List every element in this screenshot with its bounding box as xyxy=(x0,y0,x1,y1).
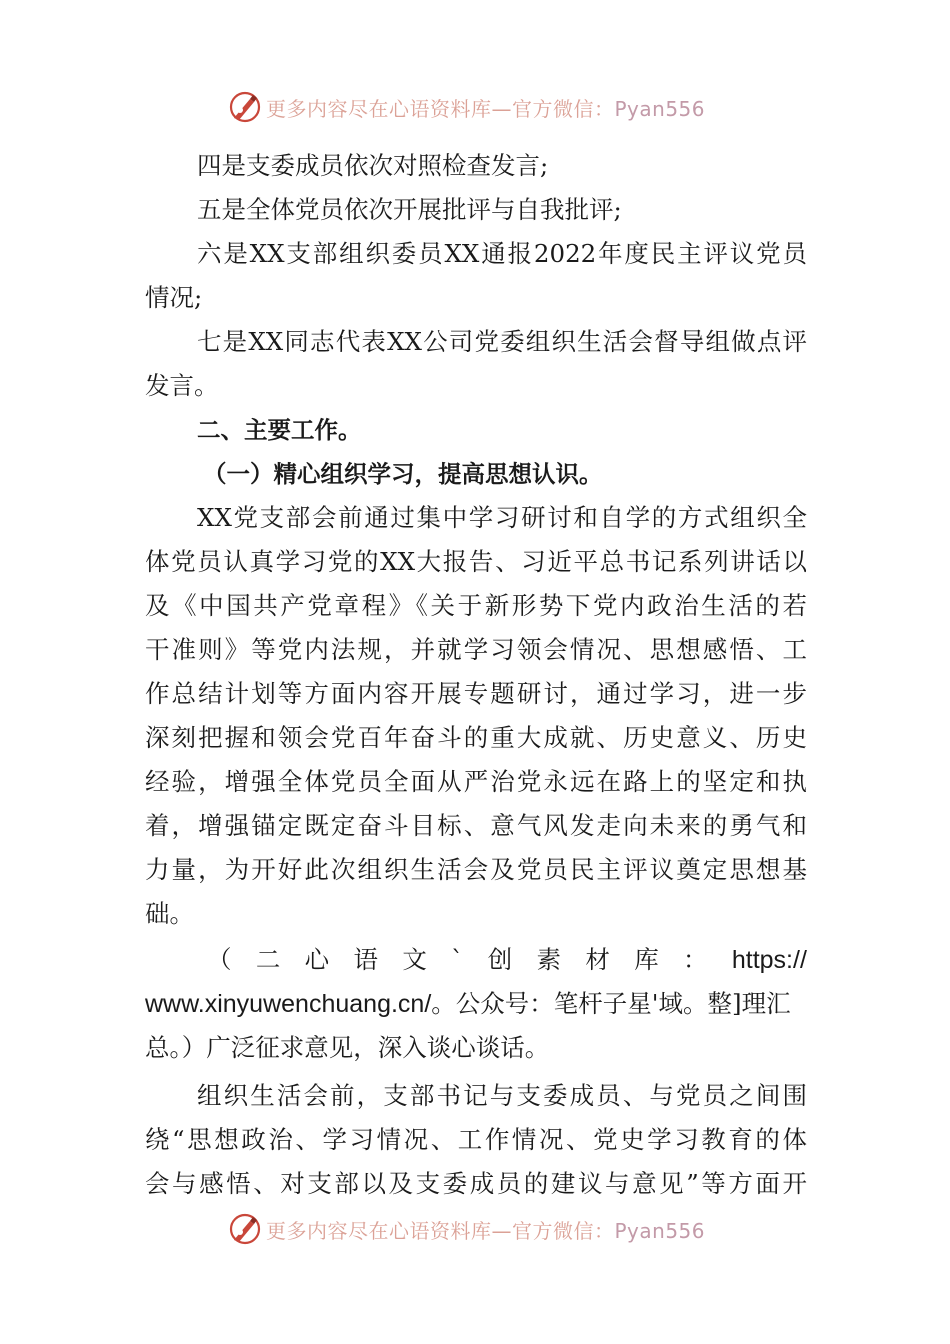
text-line: 组织生活会前，支部书记与支委成员、与党员之间围 xyxy=(197,1081,807,1110)
section-heading: 二、主要工作。 xyxy=(197,416,362,444)
text-line: 七是XX同志代表XX公司党委组织生活会督导组做点评 xyxy=(197,327,807,356)
text-line: 情况; xyxy=(145,283,203,312)
pen-logo-icon xyxy=(228,90,262,124)
text-line: 作总结计划等方面内容开展专题研讨，通过学习，进一步 xyxy=(145,679,807,708)
text-line: 础。 xyxy=(145,899,194,928)
text-line: 着，增强锚定既定奋斗目标、意气风发走向未来的勇气和 xyxy=(145,811,807,840)
text-line: XX党支部会前通过集中学习研讨和自学的方式组织全 xyxy=(197,503,807,532)
text-line: 干准则》等党内法规，并就学习领会情况、思想感悟、工 xyxy=(145,635,807,664)
text-line: 深刻把握和领会党百年奋斗的重大成就、历史意义、历史 xyxy=(145,723,807,752)
text-line: 及《中国共产党章程》《关于新形势下党内政治生活的若 xyxy=(145,591,807,620)
text-line: 体党员认真学习党的XX大报告、习近平总书记系列讲话以 xyxy=(145,547,807,576)
subsection-heading: （一）精心组织学习，提高思想认识。 xyxy=(203,460,603,488)
text-line: www.xinyuwenchuang.cn/。公众号：笔杆子星'域。整]理汇 xyxy=(145,989,791,1018)
text-line: 五是全体党员依次开展批评与自我批评; xyxy=(197,195,622,224)
watermark-text: 更多内容尽在心语资料库—官方微信：Pyan556 xyxy=(266,96,706,121)
watermark-text: 更多内容尽在心语资料库—官方微信：Pyan556 xyxy=(266,1218,706,1243)
text-line: 发言。 xyxy=(145,371,219,400)
text-line: 力量，为开好此次组织生活会及党员民主评议奠定思想基 xyxy=(145,855,807,884)
text-line: 绕“思想政治、学习情况、工作情况、党史学习教育的体 xyxy=(145,1125,807,1154)
pen-logo-icon xyxy=(228,1212,262,1246)
text-line: 四是支委成员依次对照检查发言; xyxy=(197,151,549,180)
header-watermark xyxy=(228,90,728,124)
subsection-heading-line: （ 二 心 语 文 ` 创 素 材 库 ： https:// xyxy=(207,945,807,974)
text-line: 会与感悟、对支部以及支委成员的建议与意见”等方面开 xyxy=(145,1169,807,1198)
text-line: 六是XX支部组织委员XX通报2022年度民主评议党员 xyxy=(197,239,807,268)
website-url: www.xinyuwenchuang.cn/ xyxy=(145,990,432,1018)
document-body xyxy=(145,144,807,1206)
text-line: 总。）广泛征求意见，深入谈心谈话。 xyxy=(145,1033,550,1062)
footer-watermark xyxy=(228,1212,728,1246)
text-line: 经验，增强全体党员全面从严治党永远在路上的坚定和执 xyxy=(145,767,807,796)
